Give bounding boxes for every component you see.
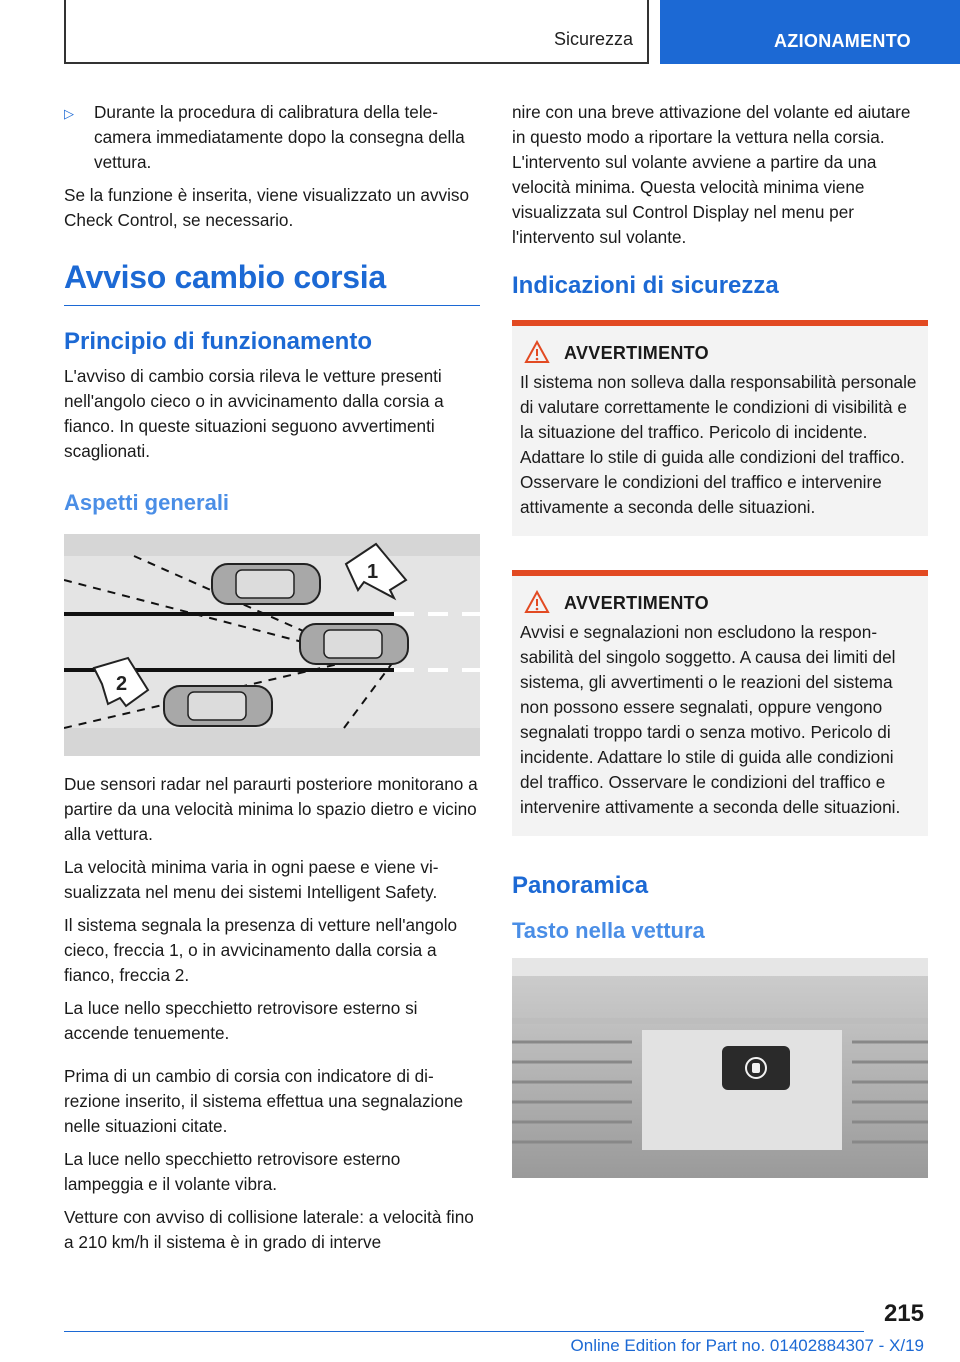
bullet-item xyxy=(64,100,480,175)
warning-text: Avvisi e segnalazioni non escludono la responsabilità del singolo soggetto. A causa dei limiti del sistema, gli avvertimenti o le reazioni del sistema non possono essere segnalati, oppure vengono segnalati troppo tardi o senza motivo. Pericolo di incidente. Adattare lo stile di guida alle condizioni del traffico. Osservare le condizioni del traffico e intervenire attivamente a seconda delle situazioni. xyxy=(520,622,901,817)
warning-title: AVVERTIMENTO xyxy=(564,593,709,613)
subheading: Aspetti generali xyxy=(64,490,230,515)
lane-change-warning-button-icon xyxy=(722,1046,790,1090)
paragraph: Vetture con avviso di collisione laterale: a velocità fino a 210 km/h il sistema è in grado di interve xyxy=(64,1207,474,1252)
warning-text: Il sistema non solleva dalla responsabilità personale di valutare correttamente le condizioni di visibilità e la situazione del traffico. Pericolo di incidente. Adattare lo stile di guida alle condizioni del traffico. Osservare le condizioni del traffico e intervenire attivamente a seconda delle situazioni. xyxy=(520,372,917,517)
paragraph: Il sistema segnala la presenza di vetture nell'angolo cieco, freccia 1, o in avvicinamento dalla corsia a fianco, freccia 2. xyxy=(64,915,458,985)
warning-title: AVVERTIMENTO xyxy=(564,343,709,363)
header-section-box xyxy=(64,0,649,64)
subsection-title: Panoramica xyxy=(512,872,649,899)
section-title-rule xyxy=(64,305,480,306)
paragraph: Due sensori radar nel paraurti posteriore monitorano a partire da una velocità minima lo spazio dietro e vicino alla vettura. xyxy=(64,774,478,844)
header-chapter-label: AZIONAMENTO xyxy=(774,31,911,51)
warning-box xyxy=(512,570,928,836)
button-photo xyxy=(512,958,928,1178)
warning-triangle-icon xyxy=(524,340,550,364)
subsection-title: Indicazioni di sicurezza xyxy=(512,272,779,299)
svg-text:1: 1 xyxy=(367,561,379,583)
footer-rule xyxy=(64,1331,864,1332)
warning-box xyxy=(512,320,928,536)
page-number: 215 xyxy=(883,1300,924,1327)
paragraph: L'avviso di cambio corsia rileva le vetture presenti nell'angolo cieco o in avvicinamento dalla corsia a fianco. In queste situazioni seguono avvertimenti scaglionati. xyxy=(64,366,444,461)
warning-triangle-icon xyxy=(524,590,550,614)
triangle-bullet-icon: ▷ xyxy=(64,106,74,121)
left-column xyxy=(64,100,480,1263)
car-top xyxy=(212,564,320,604)
paragraph: nire con una breve attivazione del volante ed aiutare in questo modo a riportare la vettura nella corsia. L'intervento sul volante avviene a partire da una velocità minima. Questa velocità minima viene visualizzata sul Control Display nel menu per l'intervento sul volante. xyxy=(512,102,911,247)
bullet-text: Durante la procedura di calibratura della telecamera immediatamente dopo la consegna della vettura. xyxy=(94,102,465,172)
car-bottom xyxy=(164,686,272,726)
paragraph: La luce nello specchietto retrovisore esterno lampeggia e il volante vibra. xyxy=(64,1149,401,1194)
subsection-title: Principio di funzionamento xyxy=(64,328,372,355)
paragraph: Se la funzione è inserita, viene visualizzato un avviso Check Control, se necessario. xyxy=(64,185,470,230)
svg-text:2: 2 xyxy=(116,673,128,695)
footer-edition: Online Edition for Part no. 01402884307 - X/19 xyxy=(570,1336,924,1355)
paragraph: La velocità minima varia in ogni paese e viene visualizzata nel menu dei sistemi Intelligent Safety. xyxy=(64,857,439,902)
section-title: Avviso cambio corsia xyxy=(64,259,386,295)
paragraph: Prima di un cambio di corsia con indicatore di direzione inserito, il sistema effettua una segnalazione nelle situazioni citate. xyxy=(64,1066,464,1136)
paragraph: La luce nello specchietto retrovisore esterno si accende tenuemente. xyxy=(64,998,418,1043)
header-section-title: Sicurezza xyxy=(553,29,633,49)
subheading: Tasto nella vettura xyxy=(512,918,705,943)
lane-change-figure xyxy=(64,534,480,756)
car-middle xyxy=(300,624,408,664)
header-chapter-tab xyxy=(660,0,960,64)
right-column xyxy=(512,100,928,1178)
